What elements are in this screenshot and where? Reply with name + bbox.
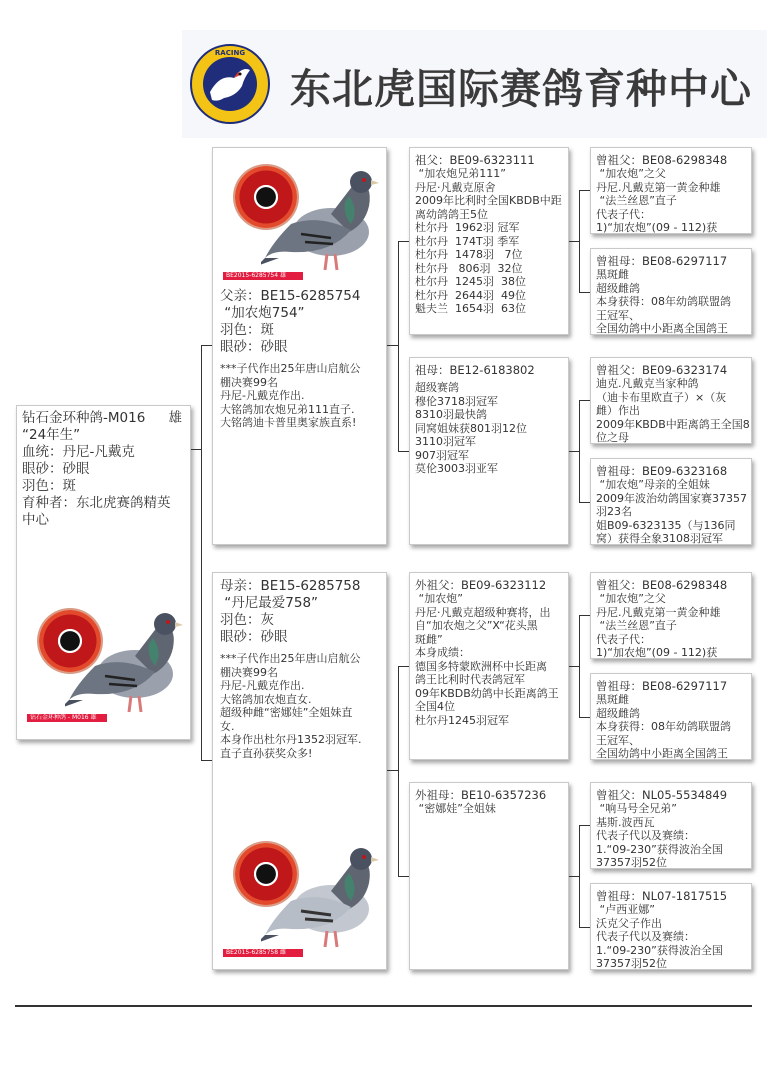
sire-card xyxy=(212,147,387,545)
grandparent-line: 超级赛鸽 xyxy=(415,381,459,394)
grandparent-line: 穆伦3718羽冠军 xyxy=(415,394,498,408)
subject-name xyxy=(22,410,182,427)
grandparent-line: 907羽冠军 xyxy=(415,448,469,462)
connector-line xyxy=(579,190,580,292)
connector-line xyxy=(398,666,399,876)
grandparent-line: 斑雌” xyxy=(415,632,443,646)
ggp-line: 代表子代以及赛绩： xyxy=(596,829,695,842)
ggp-line: 全国幼鸽中小距离全国鸽王 xyxy=(596,322,728,335)
ggp-line: 代表子代： xyxy=(596,207,651,221)
sire-note: 大铭鸽加农炮兄弟111直子. xyxy=(220,402,355,416)
sire-ring: 父亲：BE15-6285754 xyxy=(220,288,361,304)
ggp-line: 王冠军、 xyxy=(596,308,640,322)
ggp-title: 曾祖父：NL05-5534849 xyxy=(596,788,728,802)
connector-line xyxy=(569,666,579,667)
ggp-card-8 xyxy=(590,883,752,970)
connector-line xyxy=(398,666,409,667)
connector-line xyxy=(191,449,201,450)
grandparent-line: 杜尔丹 1478羽 7位 xyxy=(415,248,523,261)
ggp-line: 窝）获得全象3108羽冠军 xyxy=(596,532,723,545)
grandparent-line: 莫伦3003羽亚军 xyxy=(415,462,498,475)
grandsire-maternal-card xyxy=(409,572,569,760)
ggp-line: 全国幼鸽中小距离全国鸽王 xyxy=(596,747,728,760)
ggp-line: “加农炮”母亲的全姐妹 xyxy=(596,478,710,491)
connector-line xyxy=(579,615,590,616)
grandparent-line: 离幼鸽鸽王5位 xyxy=(415,207,488,221)
grandsire-maternal-title: 外祖父：BE09-6323112 xyxy=(415,578,547,592)
ggp-card-2 xyxy=(590,248,752,335)
connector-line xyxy=(579,927,590,928)
ggp-line: 丹尼.凡戴克第一黄金种雄 xyxy=(596,605,721,619)
connector-line xyxy=(579,717,590,718)
ggp-card-1 xyxy=(590,147,752,234)
subject-sex: 雄 xyxy=(168,410,182,426)
ggp-line: 2009年波治幼鸽国家赛37357 xyxy=(596,491,747,505)
dam-note: 本身作出杜尔丹1352羽冠军. xyxy=(220,733,362,746)
grandparent-line: 杜尔丹 1962羽 冠军 xyxy=(415,221,520,234)
grandsire-paternal-title: 祖父：BE09-6323111 xyxy=(415,153,535,167)
sire-note: 丹尼-凡戴克作出. xyxy=(220,389,305,402)
page-title: 东北虎国际赛鸽育种中心 xyxy=(290,65,752,113)
ggp-line: 迪克.凡戴克当家种鸽 xyxy=(596,377,699,390)
subject-eye: 眼砂：砂眼 xyxy=(22,461,90,477)
grandparent-line: “密娜娃”全姐妹 xyxy=(415,802,496,815)
sire-color: 羽色：斑 xyxy=(220,322,274,338)
ggp-line: 羽23名 xyxy=(596,505,632,518)
ggp-line: 37357羽52位 xyxy=(596,856,667,869)
grandparent-line: 杜尔丹 2644羽 49位 xyxy=(415,288,526,302)
ggp-line: 代表子代： xyxy=(596,632,651,646)
ggp-line: “加农炮”之父 xyxy=(596,592,666,605)
ggp-title: 曾祖母：BE08-6297117 xyxy=(596,679,728,693)
dam-note: 超级种雌“密娜娃”全姐妹直 xyxy=(220,706,353,719)
ggp-title: 曾祖母：NL07-1817515 xyxy=(596,889,728,903)
grandparent-line: “加农炮兄弟111” xyxy=(415,167,506,180)
ggp-line: 丹尼.凡戴克第一黄金种雄 xyxy=(596,180,721,194)
ggp-line: 超级雌鸽 xyxy=(596,281,640,295)
connector-line xyxy=(398,876,409,877)
connector-line xyxy=(579,825,590,826)
sire-note: 大铭鸽迪卡普里奥家族直系! xyxy=(220,416,357,429)
grandparent-line: 杜尔丹 174T羽 季军 xyxy=(415,234,520,248)
ggp-line: 本身获得：08年幼鸽联盟鸽 xyxy=(596,720,731,733)
subject-image-caption: 钻石金环种鸽 - M016 雄 xyxy=(27,714,107,722)
granddam-paternal-title: 祖母：BE12-6183802 xyxy=(415,363,535,377)
dam-nick: “丹尼最爱758” xyxy=(220,595,319,611)
ggp-title: 曾祖父：BE09-6323174 xyxy=(596,363,728,377)
connector-line xyxy=(201,760,212,761)
connector-line xyxy=(579,825,580,927)
ggp-line: 位之母 xyxy=(596,431,629,444)
ggp-line: 本身获得：08年幼鸽联盟鸽 xyxy=(596,295,731,308)
dam-note: 大铭鸽加农炮直女. xyxy=(220,692,312,706)
grandparent-line: 杜尔丹1245羽冠军 xyxy=(415,713,509,727)
sire-note: ***子代作出25年唐山启航公 xyxy=(220,362,361,375)
ggp-line: 超级雌鸽 xyxy=(596,706,640,720)
grandparent-line: 鸽王比利时代表鸽冠军 xyxy=(415,673,525,686)
ggp-line: “法兰丝恩”直子 xyxy=(596,194,677,207)
granddam-paternal-card xyxy=(409,357,569,545)
ggp-line: “法兰丝恩”直子 xyxy=(596,619,677,632)
grandparent-line: 2009年比利时全国KBDB中距 xyxy=(415,194,562,207)
subject-age: “24年生” xyxy=(22,427,81,443)
logo-text-top: RACING xyxy=(214,49,246,57)
ggp-line: 黑斑雌 xyxy=(596,693,629,706)
grandparent-line: 同窝姐妹获801羽12位 xyxy=(415,421,527,435)
ggp-line: 雌）作出 xyxy=(596,404,640,417)
ggp-line: 1.“09-230”获得波治全国 xyxy=(596,842,723,856)
ggp-line: “卢西亚娜” xyxy=(596,903,655,916)
sire-nick: “加农炮754” xyxy=(220,305,305,321)
dam-note: ***子代作出25年唐山启航公 xyxy=(220,652,361,665)
grandsire-paternal-card xyxy=(409,147,569,335)
pigeon-icon xyxy=(261,154,381,279)
ggp-line: 1)“加农炮”(09 - 112)获 xyxy=(596,646,718,659)
ggp-line: 王冠军、 xyxy=(596,733,640,747)
granddam-maternal-card xyxy=(409,782,569,970)
subject-bloodline: 血统：丹尼-凡戴克 xyxy=(22,444,135,460)
connector-line xyxy=(201,345,212,346)
grandparent-line: 3110羽冠军 xyxy=(415,435,476,448)
grandparent-line: 8310羽最快鸽 xyxy=(415,408,487,421)
pigeon-icon xyxy=(261,831,381,956)
grandparent-line: 全国4位 xyxy=(415,700,455,713)
grandparent-line: 德国多特蒙欧洲杯中长距离 xyxy=(415,659,547,673)
connector-line xyxy=(579,400,590,401)
connector-line xyxy=(201,345,202,760)
ggp-line: 基斯.波西瓦 xyxy=(596,815,655,829)
grandparent-line: 丹尼·凡戴克超级种赛将，出 xyxy=(415,605,551,619)
ggp-card-7 xyxy=(590,782,752,869)
ggp-title: 曾祖父：BE08-6298348 xyxy=(596,153,728,167)
dam-eye: 眼砂：砂眼 xyxy=(220,629,288,645)
ggp-line: 黑斑雌 xyxy=(596,268,629,281)
connector-line xyxy=(569,876,579,877)
ggp-card-6 xyxy=(590,673,752,760)
connector-line xyxy=(569,451,579,452)
grandparent-line: “加农炮” xyxy=(415,592,463,605)
connector-line xyxy=(398,241,409,242)
ggp-line: （迪卡布里欧直子）×（灰 xyxy=(596,390,727,404)
grandparent-line: 魁夫兰 1654羽 63位 xyxy=(415,302,526,315)
connector-line xyxy=(579,615,580,717)
ggp-line: “加农炮”之父 xyxy=(596,167,666,180)
ggp-line: 沃克父子作出 xyxy=(596,916,662,930)
dam-ring: 母亲：BE15-6285758 xyxy=(220,578,361,594)
connector-line xyxy=(579,292,590,293)
dam-color: 羽色：灰 xyxy=(220,612,274,628)
ggp-card-3 xyxy=(590,357,752,444)
sire-eye: 眼砂：砂眼 xyxy=(220,339,288,355)
ggp-card-5 xyxy=(590,572,752,659)
connector-line xyxy=(569,241,579,242)
pigeon-icon xyxy=(65,596,185,721)
ggp-line: 2009年KBDB中距离鸽王全国8 xyxy=(596,417,750,431)
ggp-line: 姐B09-6323135（与136同 xyxy=(596,518,736,532)
grandparent-line: 09年KBDB幼鸽中长距离鸽王 xyxy=(415,686,559,700)
connector-line xyxy=(579,400,580,502)
dam-note: 丹尼-凡戴克作出. xyxy=(220,679,305,692)
subject-color: 羽色：斑 xyxy=(22,478,76,494)
ggp-title: 曾祖母：BE09-6323168 xyxy=(596,464,728,478)
dam-note: 女. xyxy=(220,719,235,733)
dam-pigeon-image xyxy=(221,831,381,961)
dam-image-caption: BE2015-6285758 雌 xyxy=(223,949,303,957)
sire-image-caption: BE2015-6285754 雄 xyxy=(223,272,303,280)
ggp-title: 曾祖父：BE08-6298348 xyxy=(596,578,728,592)
dam-card xyxy=(212,572,387,970)
connector-line xyxy=(398,451,409,452)
bottom-rule xyxy=(15,1005,752,1007)
ggp-title: 曾祖母：BE08-6297117 xyxy=(596,254,728,268)
grandparent-line: 自“加农炮之父”X“花头黑 xyxy=(415,619,538,632)
ggp-line: 37357羽52位 xyxy=(596,957,667,970)
subject-pigeon-image xyxy=(25,596,185,726)
connector-line xyxy=(579,502,590,503)
sire-pigeon-image xyxy=(221,154,381,284)
grandparent-line: 丹尼·凡戴克原舍 xyxy=(415,180,496,194)
subject-name-text: 钻石金环种鸽-M016 xyxy=(22,410,146,426)
subject-card xyxy=(16,405,191,740)
logo xyxy=(190,44,270,124)
grandparent-line: 本身成绩： xyxy=(415,646,470,659)
connector-line xyxy=(387,345,398,346)
ggp-card-4 xyxy=(590,458,752,545)
ggp-line: 代表子代以及赛绩： xyxy=(596,930,695,943)
ggp-line: “响马号全兄弟” xyxy=(596,802,677,815)
grandparent-line: 杜尔丹 1245羽 38位 xyxy=(415,275,526,288)
ggp-line: 1.“09-230”获得波治全国 xyxy=(596,943,723,957)
ggp-line: 1)“加农炮”(09 - 112)获 xyxy=(596,221,718,234)
granddam-maternal-title: 外祖母：BE10-6357236 xyxy=(415,788,547,802)
dam-note: 直子直孙获奖众多! xyxy=(220,746,313,760)
connector-line xyxy=(387,770,398,771)
connector-line xyxy=(398,241,399,451)
grandparent-line: 杜尔丹 806羽 32位 xyxy=(415,261,523,275)
subject-breeder: 育种者：东北虎赛鸽精英 中心 xyxy=(22,495,171,528)
dam-note: 棚决赛99名 xyxy=(220,665,278,679)
sire-note: 棚决赛99名 xyxy=(220,375,278,389)
connector-line xyxy=(579,190,590,191)
